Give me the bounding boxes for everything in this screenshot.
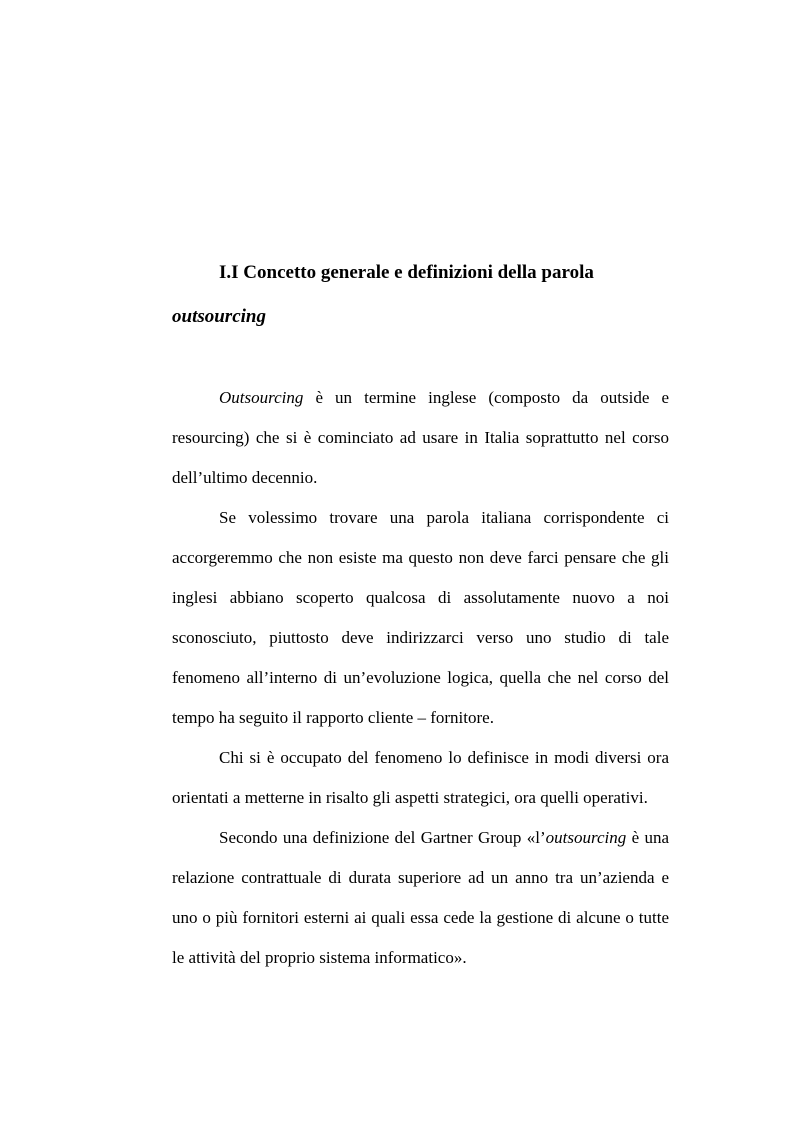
body-text xyxy=(172,378,669,978)
term-outsourcing: Outsourcing xyxy=(219,388,304,407)
paragraph-1 xyxy=(172,378,669,498)
paragraph-4-after: è una relazione contrattuale di durata superiore ad un anno tra un’azienda e uno o più fornitori esterni ai quali essa cede la gestione di alcune o tutte le attività del proprio sistema informatico». xyxy=(172,828,669,967)
paragraph-1-text: è un termine inglese (composto da outside e resourcing) che si è cominciato ad usare in Italia soprattutto nel corso dell’ultimo decennio. xyxy=(172,388,669,487)
paragraph-4 xyxy=(172,818,669,978)
paragraph-4-before: Secondo una definizione del Gartner Group «l’ xyxy=(219,828,546,847)
term-outsourcing-quote: outsourcing xyxy=(545,828,627,847)
paragraph-2: Se volessimo trovare una parola italiana corrispondente ci accorgeremmo che non esiste ma questo non deve farci pensare che gli inglesi abbiano scoperto qualcosa di assolutamente nuovo a noi sconosciuto, piuttosto deve indirizzarci verso uno studio di tale fenomeno all’interno di un’evoluzione logica, quella che nel corso del tempo ha seguito il rapporto cliente – fornitore. xyxy=(172,508,669,727)
section-heading-term: outsourcing xyxy=(172,306,266,327)
paragraph-3: Chi si è occupato del fenomeno lo definisce in modi diversi ora orientati a metterne in risalto gli aspetti strategici, ora quelli operativi. xyxy=(172,748,669,807)
section-heading: I.I Concetto generale e definizioni della parola xyxy=(219,262,594,283)
